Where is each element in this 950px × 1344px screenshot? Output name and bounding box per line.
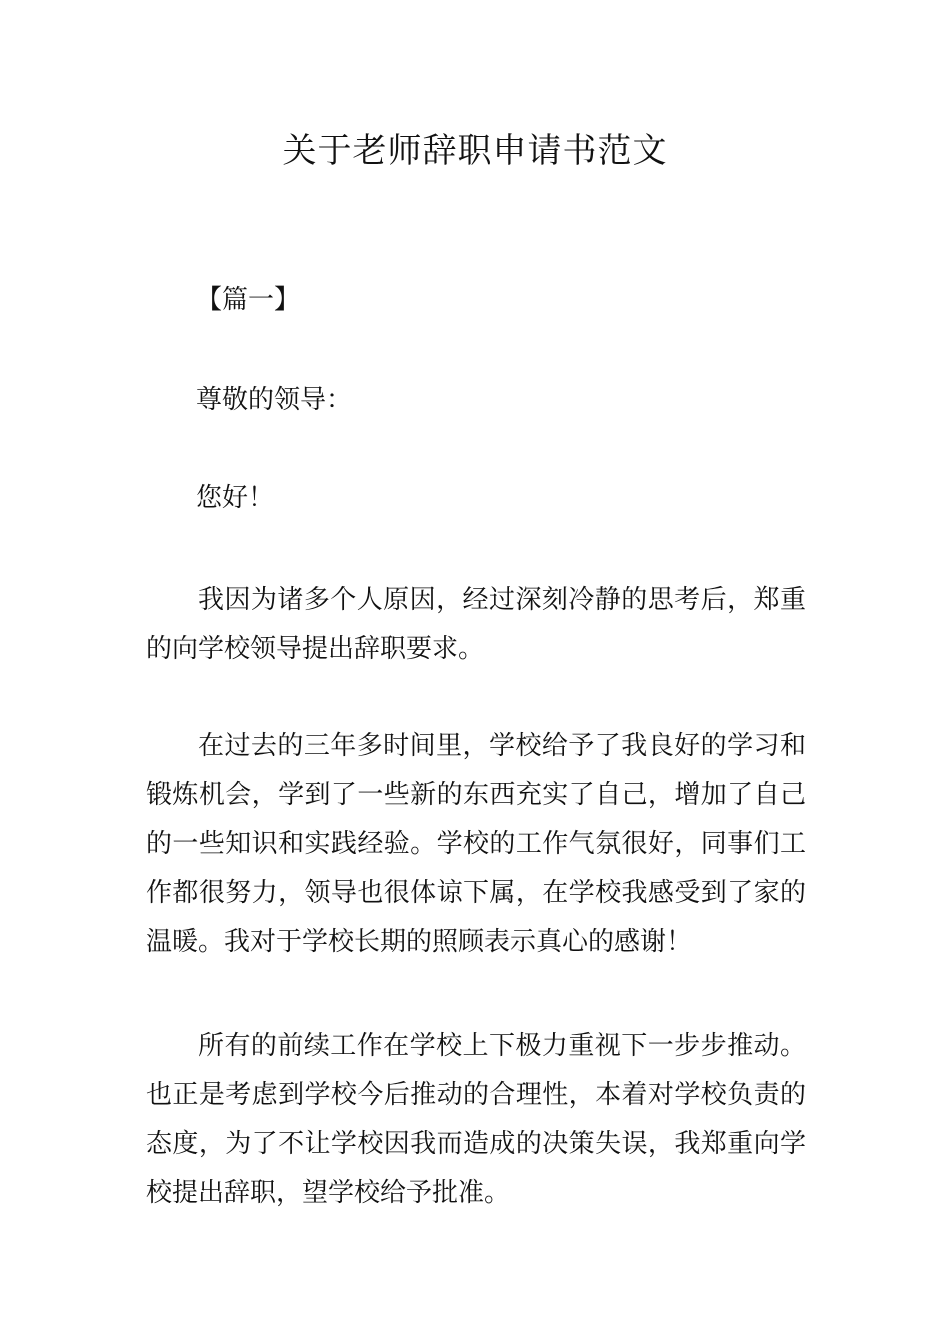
paragraph-2: 在过去的三年多时间里，学校给予了我良好的学习和锻炼机会，学到了一些新的东西充实了自己，增加了自己的一些知识和实践经验。学校的工作气氛很好，同事们工作都很努力，领导也很体谅下属，在学校我感受到了家的温暖。我对于学校长期的照顾表示真心的感谢！: [146, 731, 806, 957]
greeting: 您好！: [196, 483, 275, 513]
document-title: 关于老师辞职申请书范文: [282, 131, 668, 171]
section-label: 【篇一】: [196, 285, 301, 315]
paragraph-1: 我因为诸多个人原因，经过深刻冷静的思考后，郑重的向学校领导提出辞职要求。: [146, 585, 806, 664]
salutation: 尊敬的领导：: [196, 385, 353, 415]
paragraph-3: 所有的前续工作在学校上下极力重视下一步步推动。也正是考虑到学校今后推动的合理性，本着对学校负责的态度，为了不让学校因我而造成的决策失误，我郑重向学校提出辞职，望学校给予批准。: [146, 1031, 806, 1208]
